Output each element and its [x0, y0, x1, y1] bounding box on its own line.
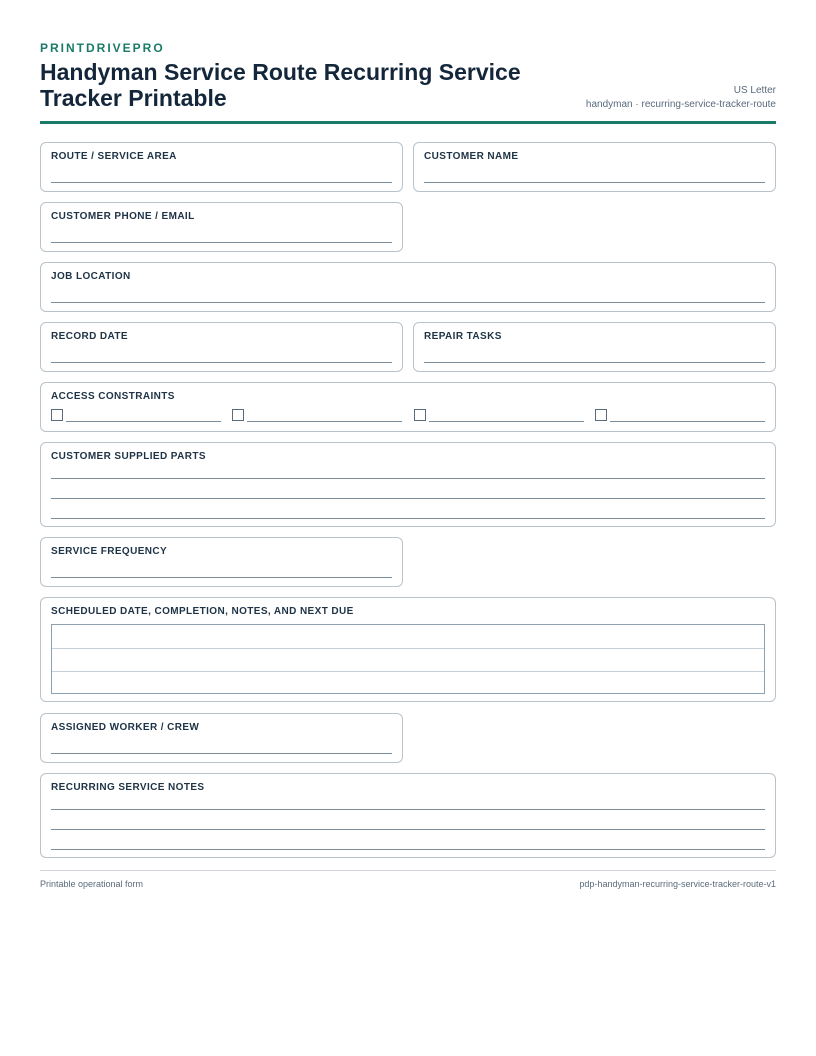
access-option-1[interactable] [51, 409, 221, 425]
access-constraints-label: ACCESS CONSTRAINTS [51, 391, 175, 402]
job-location-label: JOB LOCATION [51, 271, 131, 282]
record-date-input-line[interactable] [51, 362, 392, 363]
access-constraints-field [40, 382, 776, 432]
access-option-2-line[interactable] [247, 421, 402, 422]
customer-contact-field[interactable] [40, 202, 403, 252]
route-area-input-line[interactable] [51, 182, 392, 183]
customer-parts-line-2[interactable] [51, 498, 765, 499]
assigned-worker-label: ASSIGNED WORKER / CREW [51, 722, 200, 733]
checkbox-3[interactable] [414, 409, 426, 421]
form-id: pdp-handyman-recurring-service-tracker-route-v1 [579, 879, 776, 889]
recurring-notes-field[interactable] [40, 773, 776, 858]
job-location-field[interactable] [40, 262, 776, 312]
schedule-table-field [40, 597, 776, 702]
recurring-notes-label: RECURRING SERVICE NOTES [51, 782, 205, 793]
recurring-notes-line-2[interactable] [51, 829, 765, 830]
record-date-field[interactable] [40, 322, 403, 372]
table-row-divider [52, 671, 764, 672]
service-frequency-input-line[interactable] [51, 577, 392, 578]
route-area-field[interactable] [40, 142, 403, 192]
job-location-input-line[interactable] [51, 302, 765, 303]
page-title: Handyman Service Route Recurring Service Tracker Printable [40, 59, 521, 111]
repair-tasks-label: REPAIR TASKS [424, 331, 502, 342]
footer-divider [40, 870, 776, 871]
access-option-4-line[interactable] [610, 421, 765, 422]
customer-parts-field[interactable] [40, 442, 776, 527]
service-frequency-field[interactable] [40, 537, 403, 587]
checkbox-1[interactable] [51, 409, 63, 421]
brand-name: PRINTDRIVEPRO [40, 41, 165, 55]
service-frequency-label: SERVICE FREQUENCY [51, 546, 168, 557]
customer-name-input-line[interactable] [424, 182, 765, 183]
customer-name-field[interactable] [413, 142, 776, 192]
customer-parts-line-3[interactable] [51, 518, 765, 519]
access-option-2[interactable] [232, 409, 402, 425]
checkbox-2[interactable] [232, 409, 244, 421]
customer-parts-label: CUSTOMER SUPPLIED PARTS [51, 451, 206, 462]
record-date-label: RECORD DATE [51, 331, 128, 342]
recurring-notes-line-1[interactable] [51, 809, 765, 810]
access-option-3[interactable] [414, 409, 584, 425]
customer-contact-input-line[interactable] [51, 242, 392, 243]
route-area-label: ROUTE / SERVICE AREA [51, 151, 177, 162]
assigned-worker-input-line[interactable] [51, 753, 392, 754]
repair-tasks-field[interactable] [413, 322, 776, 372]
recurring-notes-line-3[interactable] [51, 849, 765, 850]
customer-contact-label: CUSTOMER PHONE / EMAIL [51, 211, 195, 222]
form-slug: handyman · recurring-service-tracker-route [585, 99, 776, 110]
access-option-3-line[interactable] [429, 421, 584, 422]
header-divider [40, 121, 776, 124]
customer-name-label: CUSTOMER NAME [424, 151, 519, 162]
page-meta [586, 84, 776, 112]
footer-caption: Printable operational form [40, 879, 144, 889]
paper-size-label: US Letter [733, 85, 776, 96]
checkbox-4[interactable] [595, 409, 607, 421]
customer-parts-line-1[interactable] [51, 478, 765, 479]
repair-tasks-input-line[interactable] [424, 362, 765, 363]
access-option-1-line[interactable] [66, 421, 221, 422]
schedule-table[interactable] [51, 624, 765, 694]
table-row-divider [52, 648, 764, 649]
access-option-4[interactable] [595, 409, 765, 425]
assigned-worker-field[interactable] [40, 713, 403, 763]
schedule-table-label: SCHEDULED DATE, COMPLETION, NOTES, AND NEXT DUE [51, 606, 354, 617]
